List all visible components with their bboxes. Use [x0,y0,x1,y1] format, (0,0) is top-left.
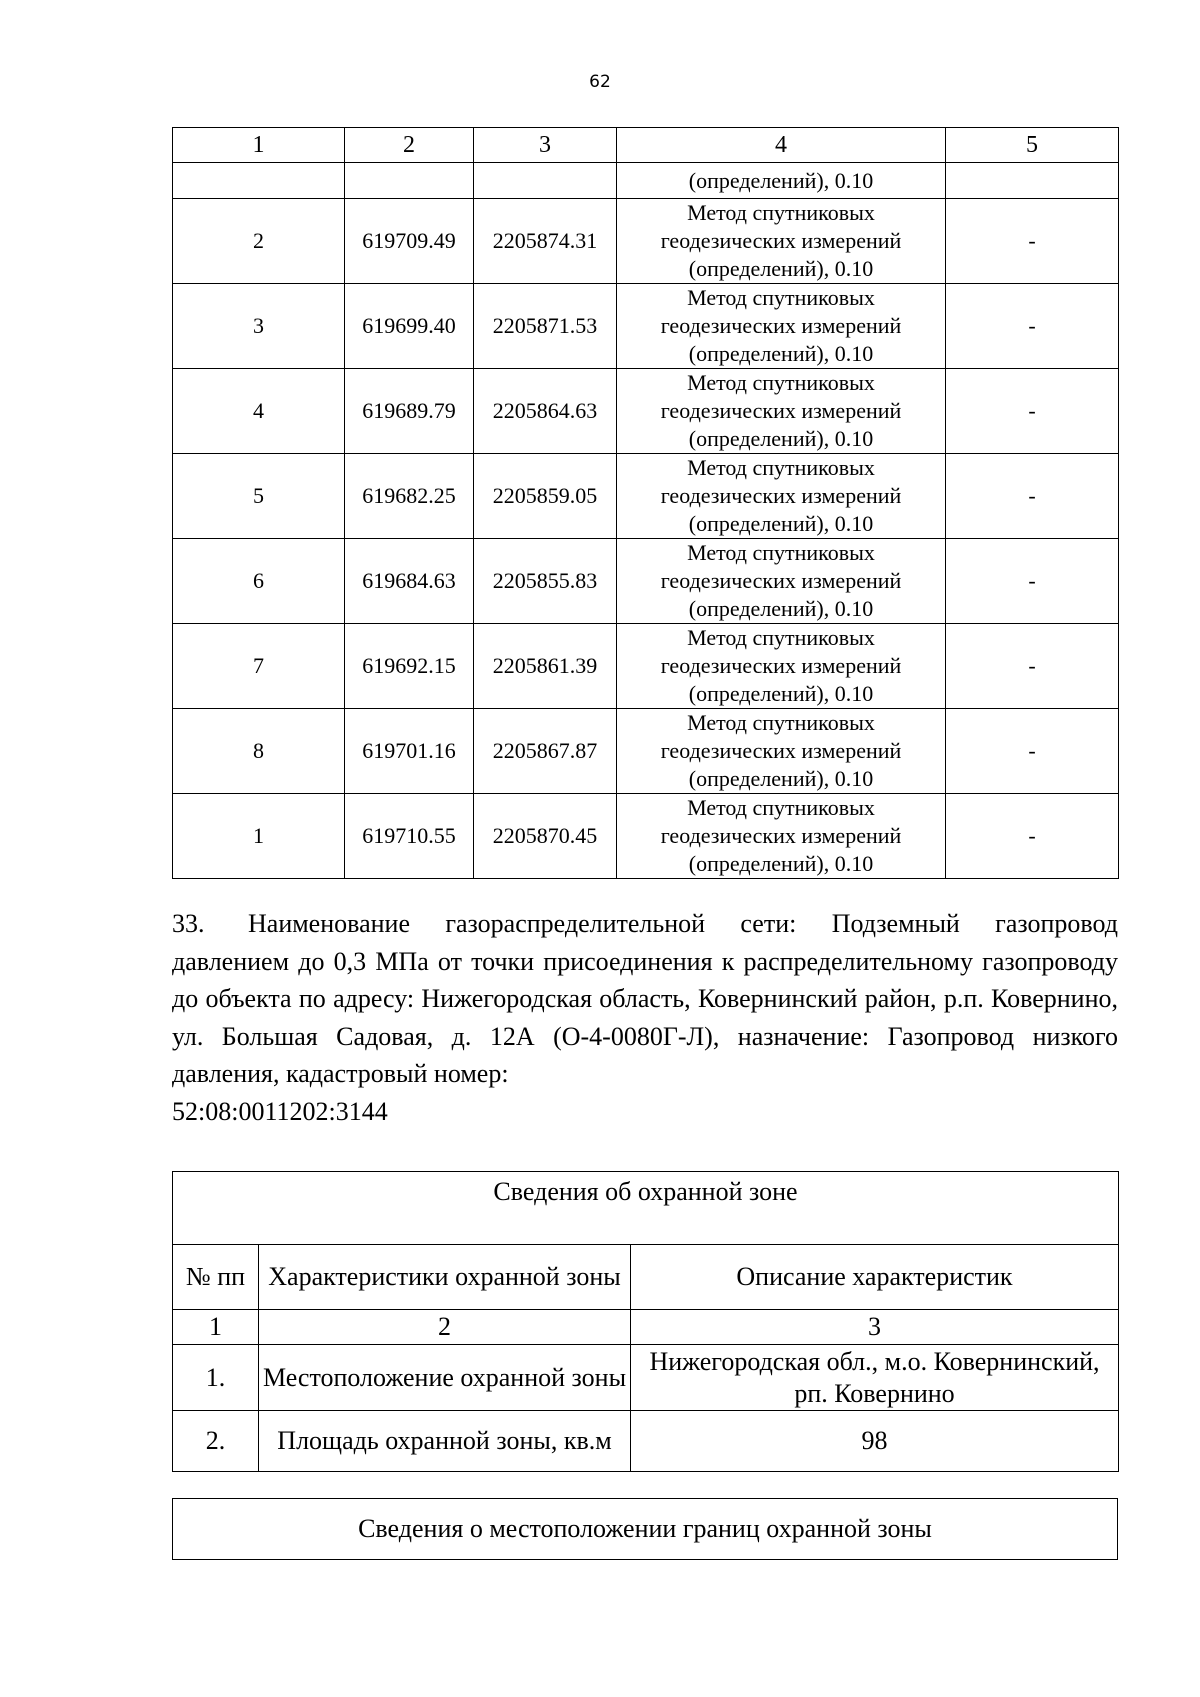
zone-header-cell: Характеристики охранной зоны [259,1245,631,1310]
network-paragraph [172,905,1118,1130]
column-number-header: 2 [345,128,474,163]
note-cell: - [946,624,1119,709]
method-line: геодезических измерений [660,653,902,678]
zone-header-cell: № пп [173,1245,259,1310]
continuation-row [173,163,1119,199]
method-line: (определений), 0.10 [688,596,874,621]
method-line: геодезических измерений [660,398,902,423]
method-line: Метод спутниковых [687,540,875,565]
table-cell [946,163,1119,199]
table-header-row [173,128,1119,163]
zone-header-row [173,1245,1119,1310]
method-cell [617,369,946,454]
method-line: геодезических измерений [660,228,902,253]
paragraph-text: Наименование газораспределительной сети: Подземный газопровод давлением до 0,3 МПа от точки присоединения к распределительному газопроводу до объекта по адресу: Нижегородская область, Ковернинский район, р.п. Ковернино, ул. Большая Садовая, д. 12А (О-4-0080Г-Л), назначение: Газопровод низкого давления, кадастровый номер: [172,909,1118,1088]
zone-description: Нижегородская обл., м.о. Ковернинский, рп. Ковернино [631,1345,1119,1411]
table-row [173,794,1119,879]
point-number: 7 [173,624,345,709]
column-number-header: 1 [173,128,345,163]
paragraph-number: 33. [172,909,205,938]
method-line: (определений), 0.10 [688,681,874,706]
point-number: 3 [173,284,345,369]
zone-characteristic: Площадь охранной зоны, кв.м [259,1411,631,1472]
section-title: Сведения о местоположении границ охранной зоны [358,1514,932,1543]
point-number: 6 [173,539,345,624]
method-cell [617,709,946,794]
table-row [173,539,1119,624]
point-number: 1 [173,794,345,879]
method-cell [617,794,946,879]
note-cell: - [946,369,1119,454]
column-number-header: 5 [946,128,1119,163]
point-number: 5 [173,454,345,539]
note-cell: - [946,539,1119,624]
method-cell [617,624,946,709]
zone-table-title: Сведения об охранной зоне [173,1172,1119,1245]
note-cell: - [946,284,1119,369]
zone-number-row [173,1310,1119,1345]
method-cell [617,199,946,284]
page-number: 62 [589,72,611,92]
y-coordinate: 2205871.53 [474,284,617,369]
zone-column-number: 1 [173,1310,259,1345]
x-coordinate: 619684.63 [345,539,474,624]
zone-characteristic: Местоположение охранной зоны [259,1345,631,1411]
y-coordinate: 2205859.05 [474,454,617,539]
point-number: 8 [173,709,345,794]
point-number: 4 [173,369,345,454]
section-title-box [172,1498,1118,1560]
method-line: геодезических измерений [660,738,902,763]
zone-row [173,1411,1119,1472]
y-coordinate: 2205855.83 [474,539,617,624]
method-cell [617,454,946,539]
method-line: (определений), 0.10 [688,851,874,876]
x-coordinate: 619710.55 [345,794,474,879]
x-coordinate: 619682.25 [345,454,474,539]
note-cell: - [946,454,1119,539]
coordinates-table [172,127,1119,879]
table-cell [474,163,617,199]
method-line: (определений), 0.10 [688,341,874,366]
method-line: Метод спутниковых [687,795,875,820]
method-line: (определений), 0.10 [688,511,874,536]
x-coordinate: 619692.15 [345,624,474,709]
x-coordinate: 619701.16 [345,709,474,794]
method-line: геодезических измерений [660,823,902,848]
zone-column-number: 3 [631,1310,1119,1345]
zone-row-number: 1. [173,1345,259,1411]
zone-header-cell: Описание характеристик [631,1245,1119,1310]
point-number: 2 [173,199,345,284]
method-cell [617,284,946,369]
method-line: Метод спутниковых [687,285,875,310]
note-cell: - [946,199,1119,284]
table-cell [173,163,345,199]
table-cell [345,163,474,199]
note-cell: - [946,709,1119,794]
y-coordinate: 2205864.63 [474,369,617,454]
zone-row-number: 2. [173,1411,259,1472]
method-line: (определений), 0.10 [688,426,874,451]
column-number-header: 3 [474,128,617,163]
zone-column-number: 2 [259,1310,631,1345]
zone-description: 98 [631,1411,1119,1472]
method-line: (определений), 0.10 [688,766,874,791]
method-line: геодезических измерений [660,568,902,593]
method-line: геодезических измерений [660,313,902,338]
y-coordinate: 2205870.45 [474,794,617,879]
table-row [173,199,1119,284]
protection-zone-table [172,1171,1119,1472]
column-number-header: 4 [617,128,946,163]
table-row [173,709,1119,794]
method-line: Метод спутниковых [687,370,875,395]
method-line: Метод спутниковых [687,200,875,225]
method-line: (определений), 0.10 [688,256,874,281]
table-row [173,454,1119,539]
method-line: Метод спутниковых [687,625,875,650]
zone-row [173,1345,1119,1411]
method-line: Метод спутниковых [687,710,875,735]
y-coordinate: 2205861.39 [474,624,617,709]
method-cell [617,539,946,624]
y-coordinate: 2205867.87 [474,709,617,794]
x-coordinate: 619699.40 [345,284,474,369]
method-line: геодезических измерений [660,483,902,508]
y-coordinate: 2205874.31 [474,199,617,284]
note-cell: - [946,794,1119,879]
table-row [173,624,1119,709]
method-cell: (определений), 0.10 [617,163,946,199]
table-row [173,369,1119,454]
x-coordinate: 619709.49 [345,199,474,284]
table-row [173,284,1119,369]
method-line: Метод спутниковых [687,455,875,480]
x-coordinate: 619689.79 [345,369,474,454]
cadastral-number: 52:08:0011202:3144 [172,1096,388,1126]
